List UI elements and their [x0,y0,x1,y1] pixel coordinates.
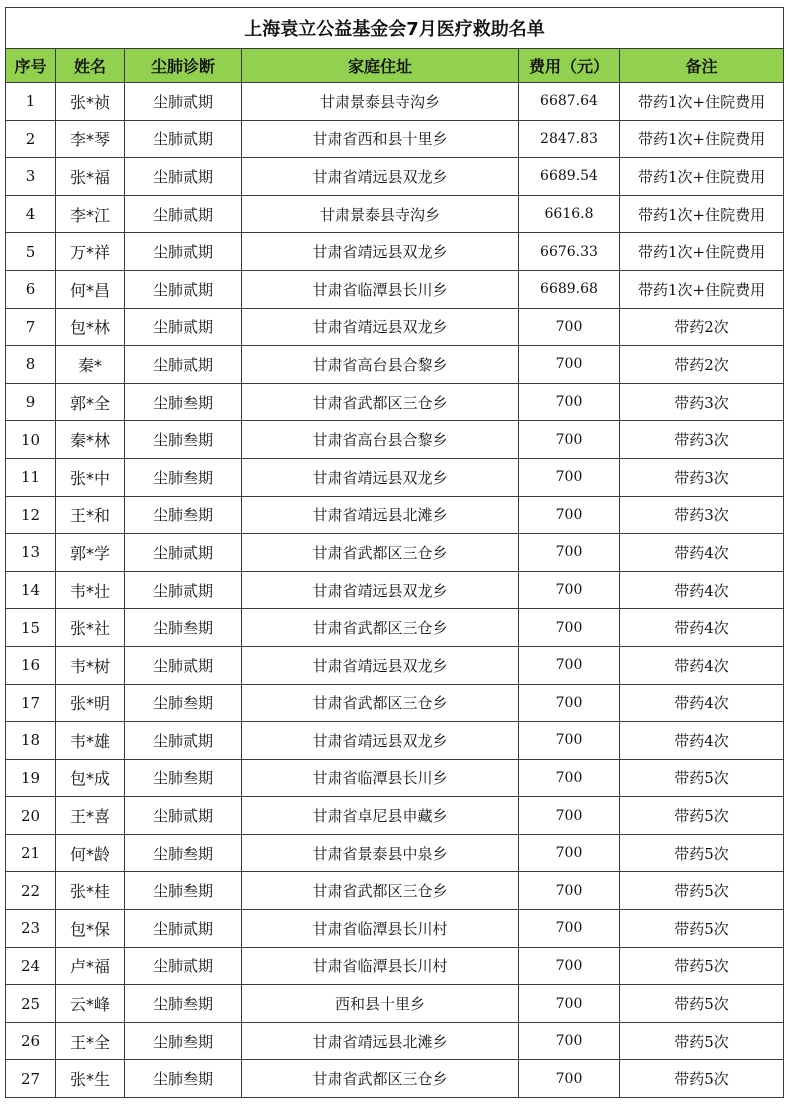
cell-name: 包*保 [56,910,125,948]
cell-number: 17 [6,684,56,722]
cell-number: 3 [6,158,56,196]
cell-address: 甘肃省靖远县双龙乡 [242,646,519,684]
cell-address: 甘肃省武都区三仓乡 [242,872,519,910]
cell-address: 甘肃省卓尼县申藏乡 [242,797,519,835]
cell-number: 18 [6,722,56,760]
cell-address: 甘肃省靖远县双龙乡 [242,458,519,496]
cell-diagnosis: 尘肺贰期 [125,534,242,572]
cell-note: 带药4次 [620,609,784,647]
cell-address: 甘肃省武都区三仓乡 [242,609,519,647]
cell-address: 甘肃省武都区三仓乡 [242,383,519,421]
cell-note: 带药3次 [620,496,784,534]
cell-fee: 700 [519,308,620,346]
column-header-name: 姓名 [56,49,125,83]
cell-address: 甘肃省靖远县北滩乡 [242,496,519,534]
cell-note: 带药4次 [620,571,784,609]
cell-note: 带药3次 [620,421,784,459]
table-row [6,233,784,271]
cell-number: 14 [6,571,56,609]
cell-number: 5 [6,233,56,271]
cell-address: 甘肃省靖远县北滩乡 [242,1022,519,1060]
cell-note: 带药5次 [620,947,784,985]
cell-name: 郭*全 [56,383,125,421]
cell-fee: 700 [519,872,620,910]
cell-note: 带药5次 [620,834,784,872]
cell-number: 9 [6,383,56,421]
cell-name: 郭*学 [56,534,125,572]
cell-diagnosis: 尘肺叁期 [125,834,242,872]
cell-number: 10 [6,421,56,459]
cell-address: 甘肃省高台县合黎乡 [242,346,519,384]
cell-name: 卢*福 [56,947,125,985]
cell-address: 甘肃景泰县寺沟乡 [242,83,519,121]
table-row [6,270,784,308]
table-row [6,834,784,872]
column-header-fee: 费用（元） [519,49,620,83]
cell-diagnosis: 尘肺叁期 [125,458,242,496]
cell-number: 1 [6,83,56,121]
cell-note: 带药4次 [620,722,784,760]
cell-name: 张*社 [56,609,125,647]
cell-fee: 6616.8 [519,195,620,233]
cell-number: 13 [6,534,56,572]
table-row [6,158,784,196]
table-row [6,609,784,647]
cell-number: 27 [6,1060,56,1098]
cell-fee: 6689.54 [519,158,620,196]
cell-diagnosis: 尘肺叁期 [125,609,242,647]
cell-number: 4 [6,195,56,233]
cell-name: 韦*雄 [56,722,125,760]
cell-diagnosis: 尘肺贰期 [125,571,242,609]
cell-fee: 700 [519,684,620,722]
cell-name: 韦*壮 [56,571,125,609]
table-row [6,346,784,384]
cell-fee: 700 [519,534,620,572]
table-row [6,759,784,797]
cell-name: 何*龄 [56,834,125,872]
table-row [6,534,784,572]
column-header-number: 序号 [6,49,56,83]
table-row [6,195,784,233]
cell-note: 带药3次 [620,383,784,421]
cell-note: 带药4次 [620,534,784,572]
cell-note: 带药5次 [620,797,784,835]
cell-number: 16 [6,646,56,684]
cell-address: 甘肃省靖远县双龙乡 [242,308,519,346]
table-row [6,571,784,609]
cell-name: 秦* [56,346,125,384]
cell-note: 带药5次 [620,910,784,948]
cell-number: 15 [6,609,56,647]
cell-fee: 700 [519,985,620,1023]
table-row [6,947,784,985]
cell-address: 甘肃省高台县合黎乡 [242,421,519,459]
cell-number: 12 [6,496,56,534]
cell-number: 24 [6,947,56,985]
cell-number: 7 [6,308,56,346]
cell-diagnosis: 尘肺叁期 [125,1060,242,1098]
cell-number: 2 [6,120,56,158]
cell-note: 带药1次+住院费用 [620,120,784,158]
cell-diagnosis: 尘肺叁期 [125,496,242,534]
cell-address: 甘肃省临潭县长川村 [242,910,519,948]
table-row [6,308,784,346]
cell-address: 甘肃省武都区三仓乡 [242,684,519,722]
cell-name: 李*江 [56,195,125,233]
cell-note: 带药5次 [620,759,784,797]
cell-name: 王*全 [56,1022,125,1060]
cell-note: 带药1次+住院费用 [620,158,784,196]
aid-list-table [5,7,784,1098]
cell-address: 甘肃省靖远县双龙乡 [242,722,519,760]
table-row [6,383,784,421]
cell-diagnosis: 尘肺贰期 [125,120,242,158]
cell-name: 王*和 [56,496,125,534]
cell-address: 甘肃省景泰县中泉乡 [242,834,519,872]
cell-note: 带药1次+住院费用 [620,233,784,271]
cell-diagnosis: 尘肺叁期 [125,684,242,722]
cell-name: 万*祥 [56,233,125,271]
cell-name: 包*林 [56,308,125,346]
cell-fee: 700 [519,496,620,534]
cell-fee: 700 [519,1022,620,1060]
table-row [6,120,784,158]
cell-diagnosis: 尘肺贰期 [125,83,242,121]
cell-number: 8 [6,346,56,384]
cell-diagnosis: 尘肺叁期 [125,1022,242,1060]
table-row [6,985,784,1023]
cell-fee: 6689.68 [519,270,620,308]
table-row [6,646,784,684]
cell-number: 19 [6,759,56,797]
cell-diagnosis: 尘肺贰期 [125,233,242,271]
table-row [6,458,784,496]
cell-diagnosis: 尘肺叁期 [125,759,242,797]
cell-address: 甘肃省武都区三仓乡 [242,534,519,572]
table-title: 上海袁立公益基金会7月医疗救助名单 [6,8,784,49]
table-row [6,722,784,760]
table-row [6,1060,784,1098]
table-row [6,496,784,534]
cell-note: 带药2次 [620,308,784,346]
cell-number: 25 [6,985,56,1023]
table-row [6,910,784,948]
header-row [6,49,784,83]
cell-address: 甘肃省靖远县双龙乡 [242,571,519,609]
cell-name: 李*琴 [56,120,125,158]
cell-name: 秦*林 [56,421,125,459]
cell-diagnosis: 尘肺叁期 [125,872,242,910]
cell-number: 22 [6,872,56,910]
cell-name: 张*中 [56,458,125,496]
cell-number: 21 [6,834,56,872]
cell-fee: 700 [519,759,620,797]
cell-fee: 700 [519,571,620,609]
cell-address: 甘肃省临潭县长川乡 [242,270,519,308]
cell-fee: 700 [519,910,620,948]
cell-number: 6 [6,270,56,308]
cell-name: 包*成 [56,759,125,797]
table-row [6,1022,784,1060]
cell-fee: 700 [519,947,620,985]
cell-number: 11 [6,458,56,496]
title-row [6,8,784,49]
cell-number: 23 [6,910,56,948]
cell-name: 张*福 [56,158,125,196]
cell-diagnosis: 尘肺叁期 [125,383,242,421]
cell-name: 张*生 [56,1060,125,1098]
cell-fee: 6687.64 [519,83,620,121]
cell-number: 20 [6,797,56,835]
cell-name: 张*桂 [56,872,125,910]
cell-address: 西和县十里乡 [242,985,519,1023]
cell-note: 带药5次 [620,1022,784,1060]
cell-fee: 700 [519,383,620,421]
cell-note: 带药2次 [620,346,784,384]
cell-diagnosis: 尘肺叁期 [125,421,242,459]
cell-diagnosis: 尘肺贰期 [125,346,242,384]
cell-fee: 700 [519,346,620,384]
cell-fee: 700 [519,834,620,872]
column-header-diagnosis: 尘肺诊断 [125,49,242,83]
cell-diagnosis: 尘肺贰期 [125,646,242,684]
cell-note: 带药1次+住院费用 [620,195,784,233]
table-row [6,797,784,835]
table-row [6,83,784,121]
cell-note: 带药3次 [620,458,784,496]
cell-fee: 6676.33 [519,233,620,271]
cell-address: 甘肃省武都区三仓乡 [242,1060,519,1098]
cell-note: 带药5次 [620,985,784,1023]
cell-diagnosis: 尘肺贰期 [125,797,242,835]
cell-fee: 700 [519,609,620,647]
cell-address: 甘肃省靖远县双龙乡 [242,233,519,271]
cell-note: 带药4次 [620,684,784,722]
cell-address: 甘肃省靖远县双龙乡 [242,158,519,196]
cell-fee: 700 [519,646,620,684]
cell-address: 甘肃省西和县十里乡 [242,120,519,158]
cell-note: 带药5次 [620,1060,784,1098]
cell-diagnosis: 尘肺贰期 [125,158,242,196]
cell-fee: 700 [519,458,620,496]
table-body [6,83,784,1098]
cell-name: 王*喜 [56,797,125,835]
cell-fee: 700 [519,1060,620,1098]
cell-diagnosis: 尘肺贰期 [125,947,242,985]
cell-number: 26 [6,1022,56,1060]
cell-address: 甘肃省临潭县长川村 [242,947,519,985]
cell-diagnosis: 尘肺叁期 [125,985,242,1023]
cell-note: 带药1次+住院费用 [620,83,784,121]
cell-fee: 700 [519,722,620,760]
cell-fee: 700 [519,797,620,835]
cell-diagnosis: 尘肺贰期 [125,195,242,233]
table-row [6,684,784,722]
cell-name: 张*明 [56,684,125,722]
cell-name: 云*峰 [56,985,125,1023]
cell-name: 张*祯 [56,83,125,121]
cell-note: 带药4次 [620,646,784,684]
cell-note: 带药1次+住院费用 [620,270,784,308]
table-row [6,421,784,459]
column-header-address: 家庭住址 [242,49,519,83]
cell-diagnosis: 尘肺贰期 [125,270,242,308]
cell-name: 何*昌 [56,270,125,308]
cell-diagnosis: 尘肺贰期 [125,308,242,346]
cell-diagnosis: 尘肺贰期 [125,722,242,760]
cell-address: 甘肃景泰县寺沟乡 [242,195,519,233]
cell-fee: 700 [519,421,620,459]
cell-note: 带药5次 [620,872,784,910]
cell-address: 甘肃省临潭县长川乡 [242,759,519,797]
cell-diagnosis: 尘肺贰期 [125,910,242,948]
table-row [6,872,784,910]
column-header-note: 备注 [620,49,784,83]
cell-fee: 2847.83 [519,120,620,158]
cell-name: 韦*树 [56,646,125,684]
